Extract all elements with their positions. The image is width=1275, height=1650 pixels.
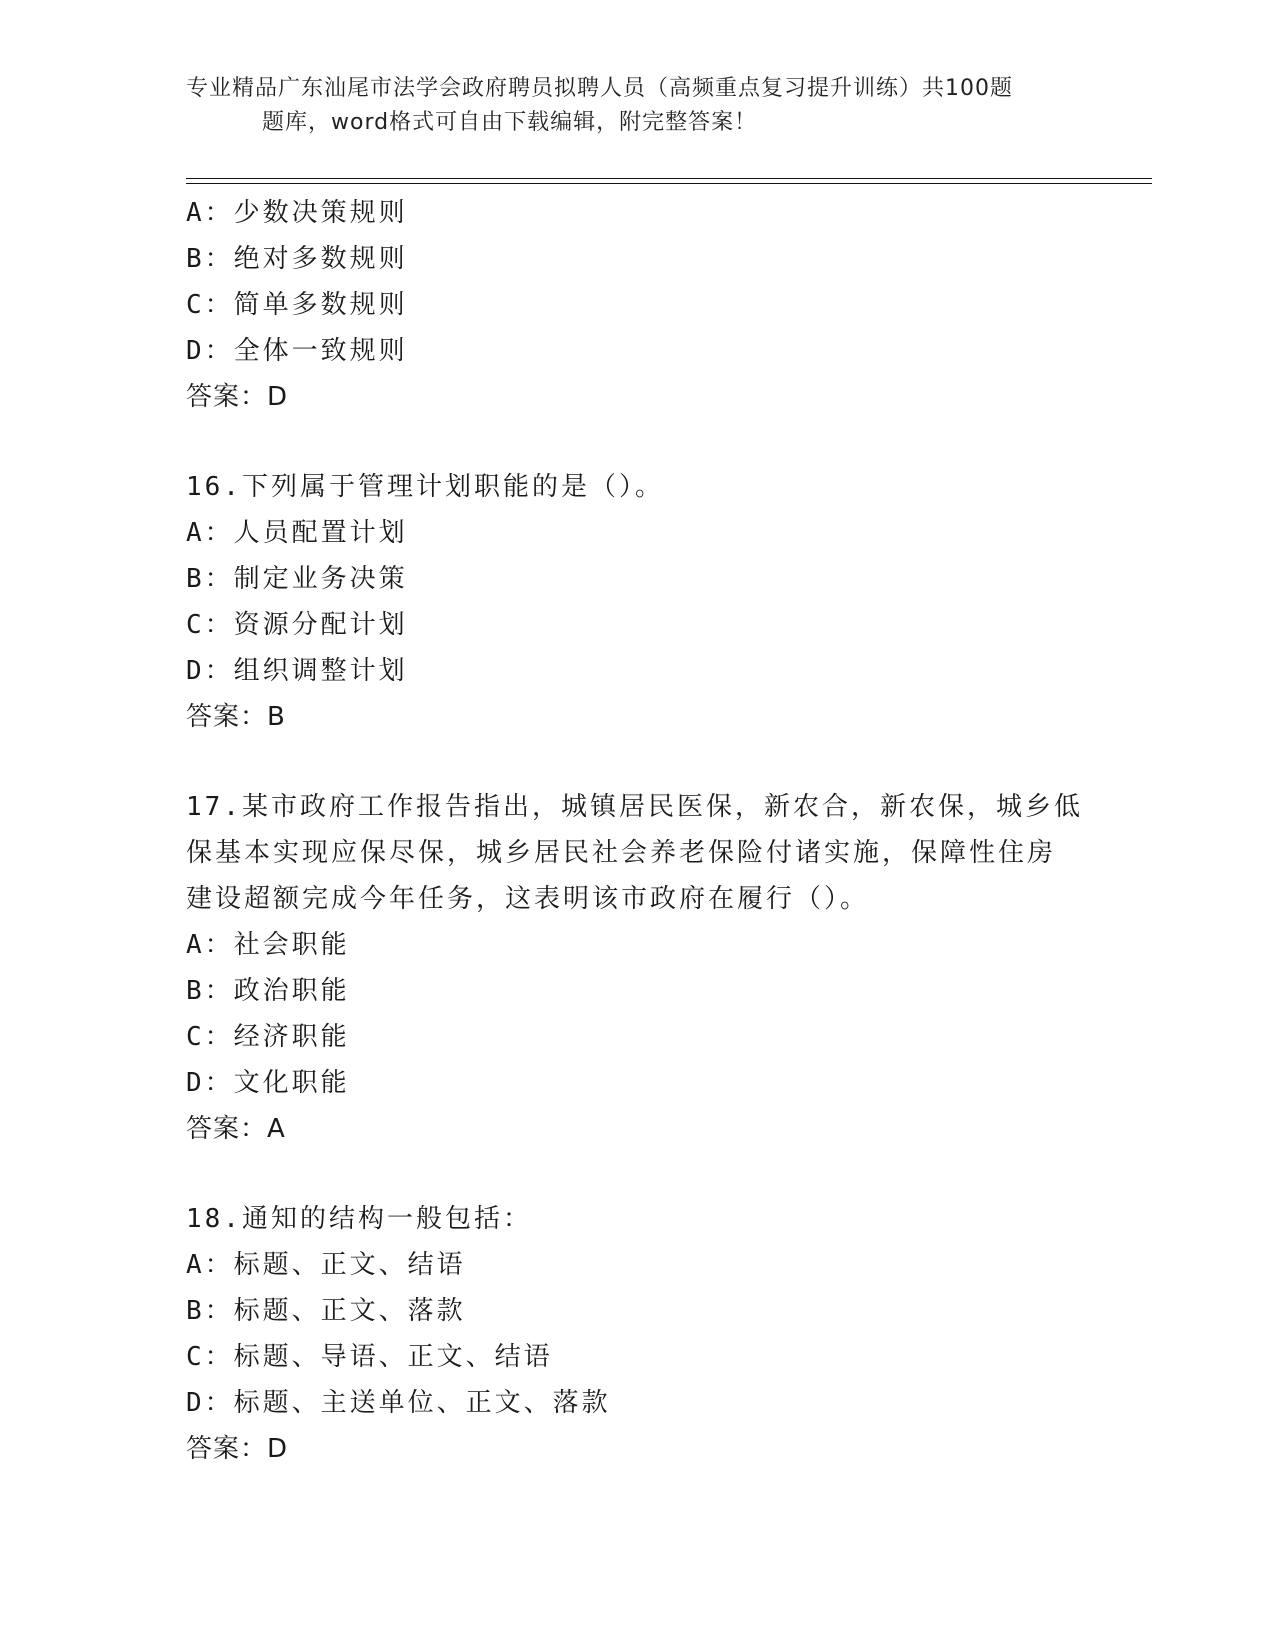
option-d: D：组织调整计划: [186, 656, 408, 686]
header-title-line2: 题库，word格式可自由下载编辑，附完整答案！: [262, 110, 758, 135]
option-c: C：经济职能: [186, 1022, 350, 1052]
option-c: C：简单多数规则: [186, 290, 408, 320]
option-c: C：资源分配计划: [186, 610, 408, 640]
option-d: D：全体一致规则: [186, 336, 408, 366]
option-a: A：社会职能: [186, 930, 350, 960]
option-b: B：制定业务决策: [186, 564, 408, 594]
question-18: [186, 1196, 1086, 1472]
question-gap: [186, 1152, 1086, 1196]
question-list: [186, 190, 1086, 1472]
option-a: A：少数决策规则: [186, 198, 408, 228]
option-a: A：人员配置计划: [186, 518, 408, 548]
option-b: B：政治职能: [186, 976, 350, 1006]
option-d: D：文化职能: [186, 1068, 350, 1098]
answer: 答案：A: [186, 1114, 286, 1144]
question-17: [186, 784, 1086, 1152]
question-gap: [186, 740, 1086, 784]
header-title-line1: 专业精品广东汕尾市法学会政府聘员拟聘人员（高频重点复习提升训练）共100题: [186, 76, 1013, 101]
answer: 答案：D: [186, 1434, 289, 1464]
question-gap: [186, 420, 1086, 464]
option-c: C：标题、导语、正文、结语: [186, 1342, 553, 1372]
answer: 答案：D: [186, 382, 289, 412]
question-stem-line-3: 建设超额完成今年任务，这表明该市政府在履行（）。: [186, 884, 870, 914]
option-b: B：标题、正文、落款: [186, 1296, 466, 1326]
option-b: B：绝对多数规则: [186, 244, 408, 274]
header-rule-top: [186, 178, 1152, 179]
question-stem-line-1: 17.某市政府工作报告指出，城镇居民医保，新农合，新农保，城乡低: [186, 792, 1083, 822]
question-15: [186, 190, 1086, 420]
document-header: [186, 72, 1086, 140]
header-rule-bottom: [186, 183, 1152, 184]
question-stem: 16.下列属于管理计划职能的是（）。: [186, 472, 664, 502]
question-stem-line-2: 保基本实现应保尽保，城乡居民社会养老保险付诸实施，保障性住房: [186, 838, 1057, 868]
answer: 答案：B: [186, 702, 286, 732]
question-stem: 18.通知的结构一般包括：: [186, 1204, 532, 1234]
option-d: D：标题、主送单位、正文、落款: [186, 1388, 611, 1418]
question-16: [186, 464, 1086, 740]
option-a: A：标题、正文、结语: [186, 1250, 466, 1280]
